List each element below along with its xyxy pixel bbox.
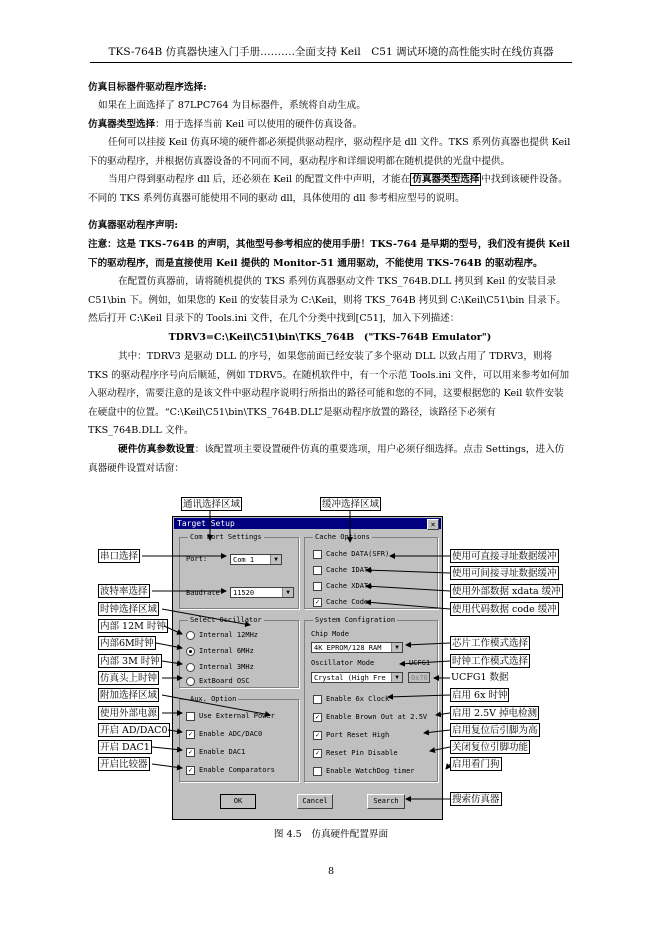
oscillator-group: Select Oscillator Internal 12MHz Internal 6MHz Internal 3MHz ExtBoard OSC [179,620,299,688]
label-clock-area: 时钟选择区域 [100,604,158,615]
adc-dac0-checkbox[interactable]: ✓ [186,730,195,739]
dialog-titlebar: Target Setup × [174,518,441,529]
close-icon[interactable]: × [427,519,439,530]
cache-code-checkbox[interactable]: ✓ [313,598,322,607]
chevron-down-icon: ▼ [270,555,281,564]
label-dac1: 开启 DAC1 [100,742,150,753]
label-cache-data: 使用可直接寻址数据缓冲 [452,551,557,562]
com-port-group: Com Port Settings Port: Com 1 ▼ Baudrate 11520 ▼ [179,537,299,609]
comparators-checkbox[interactable]: ✓ [186,766,195,775]
label-comparator: 开启比较器 [100,759,148,770]
sec2-title: 仿真器驱动程序声明: [88,220,178,231]
system-config-group: System Configration Chip Mode 4K EPROM/128 RAM ▼ Oscillator Mode UCFG1 Crystal (High Fre ▼ 0x70 Enable 6x Clock ✓ Enable Brown Out at 2.5V ✓ Port Reset High ✓ Reset Pin Disable Enable WatchDog timer [304,620,438,782]
ucfg1-label: UCFG1 [409,659,431,667]
label-baud-select: 波特率选择 [100,586,148,597]
sec2-note: 注意：这是 TKS-764B 的声明，其他型号参考相应的使用手册！TKS-764 是早期的型号，我们没有提供 Keil 下的驱动程序，而是直接使用 Keil 提供的 Monitor-51 通用驱动，不能使用 TKS-764B 的驱动程序。 [88,239,570,269]
sec2-p1: 在配置仿真器前，请将随机提供的 TKS 系列仿真器驱动文件 TKS_764B.DLL 拷贝到 Keil 的安装目录 C51\bin 下。例如，如果您的 Keil 的安装目录为 C:\Keil，则将 TKS_764B 拷贝到 C:\Keil\C51\bin 目录下。然后打开 C:\Keil 目录下的 Tools.ini 文件，在几个分类中找到[C51]，加入下列描述： [88,276,566,325]
sec3-p: 硬件仿真参数设置：该配置项主要设置硬件仿真的重要选项，用户必须仔细选择。点击 Settings，进入仿真器硬件设置对话窗： [88,444,565,474]
label-watchdog: 启用看门狗 [452,759,500,770]
sec1-p1: 如果在上面选择了 87LPC764 为目标器件，系统将自动生成。 [98,100,366,111]
label-cache-idata: 使用可间接寻址数据缓冲 [452,568,557,579]
ok-button[interactable]: OK [220,794,256,809]
page-number: 8 [327,866,335,877]
chip-mode-select[interactable]: 4K EPROM/128 RAM ▼ [311,642,403,653]
label-port-reset: 启用复位后引脚为高 [452,725,538,736]
osc-mode-label: Oscillator Mode [311,659,375,667]
port-select[interactable]: Com 1 ▼ [230,554,282,565]
sec1-p2: 仿真器类型选择：用于选择当前 Keil 可以使用的硬件仿真设备。 [88,119,363,130]
osc-mode-select[interactable]: Crystal (High Fre ▼ [311,672,403,683]
aux-option-group: Aux. Option Use External Power ✓ Enable ADC/DAC0 ✓ Enable DAC1 ✓ Enable Comparators [179,699,299,782]
label-ucfg1: UCFG1 数据 [451,672,509,683]
sec1-p4: 当用户得到驱动程序 dll 后，还必须在 Keil 的配置文件中声明，才能在 仿真器类型选择 中找到该硬件设备。不同的 TKS 系列仿真器可能使用不同的驱动 dll，具体使用的 dll 参考相应型号的说明。 [88,174,568,204]
label-cache-area: 缓冲选择区域 [322,499,380,510]
page-header: TKS-764B 仿真器快速入门手册……….全面支持 Keil C51 调试环境的高性能实时在线仿真器 [108,46,554,58]
sec1-title: 仿真目标器件驱动程序选择: [88,82,207,93]
sec2-code: TDRV3=C:\Keil\C51\bin\TKS_764B ("TKS-764B Emulator") [168,332,492,343]
port-label: Port: [186,555,208,563]
label-6m: 内部6M时钟 [100,638,154,649]
sec1-p3: 任何可以挂接 Keil 仿真环境的硬件都必须提供驱动程序，驱动程序是 dll 文件。TKS 系列仿真器也提供 Keil 下的驱动程序，并根据仿真器设备的不同而不同，驱动程序和详细说明都在随机提供的光盘中提供。 [88,137,571,167]
label-brown-out: 启用 2.5V 掉电检测 [452,708,538,719]
figure-caption: 图 4.5 仿真硬件配置界面 [273,829,389,840]
label-port-select: 串口选择 [100,551,139,562]
label-6x-clock: 启用 6x 时钟 [452,690,508,701]
label-cache-code: 使用代码数据 code 缓冲 [452,604,557,615]
cache-options-group: Cache Options Cache DATA(SFR) Cache IDATA Cache XDATA ✓ Cache Code [304,537,438,609]
reset-pin-disable-checkbox[interactable]: ✓ [313,749,322,758]
label-3m: 内部 3M 时钟 [100,656,160,667]
port-reset-high-checkbox[interactable]: ✓ [313,731,322,740]
label-chip-mode: 芯片工作模式选择 [452,638,529,649]
label-ext-clock: 仿真头上时钟 [100,673,158,684]
chevron-down-icon: ▼ [391,673,402,682]
label-search: 搜索仿真器 [452,794,500,805]
label-adc-dac0: 开启 AD/DAC0 [100,725,168,736]
brown-out-checkbox[interactable]: ✓ [313,713,322,722]
label-reset-pin: 关闭复位引脚功能 [452,742,529,753]
dac1-checkbox[interactable]: ✓ [186,748,195,757]
baud-label: Baudrate [186,589,220,597]
label-comm-area: 通讯选择区域 [183,499,241,510]
label-aux-area: 附加选择区域 [100,690,158,701]
ucfg1-field: 0x70 [408,672,430,683]
baud-select[interactable]: 11520 ▼ [230,587,294,598]
chevron-down-icon: ▼ [391,643,402,652]
sec2-p2: 其中：TDRV3 是驱动 DLL 的序号，如果您前面已经安装了多个驱动 DLL 以致占用了 TDRV3，则将 TKS 的驱动程序序号向后顺延，例如 TDRV5。在随机软件中，有一个示范 Tools.ini 文件，可以用来参考如何加入驱动程序，需要注意的是该文件中驱动程序说明行所指出的路径可能和您的不同，这要根据您的 Keil 软件安装在硬盘中的位置。“C:\Keil\C51\bin\TKS_764B.DLL”是驱动程序放置的路径，该路径下必须有 TKS_764B.DLL 文件。 [88,351,570,437]
label-osc-mode: 时钟工作模式选择 [452,656,529,667]
cancel-button[interactable]: Cancel [297,794,333,809]
chevron-down-icon: ▼ [282,588,293,597]
label-cache-xdata: 使用外部数据 xdata 缓冲 [452,586,561,597]
label-12m: 内部 12M 时钟 [100,621,166,632]
chip-mode-label: Chip Mode [311,630,349,638]
search-button[interactable]: Search [367,794,405,809]
label-ext-power: 使用外部电源 [100,708,158,719]
